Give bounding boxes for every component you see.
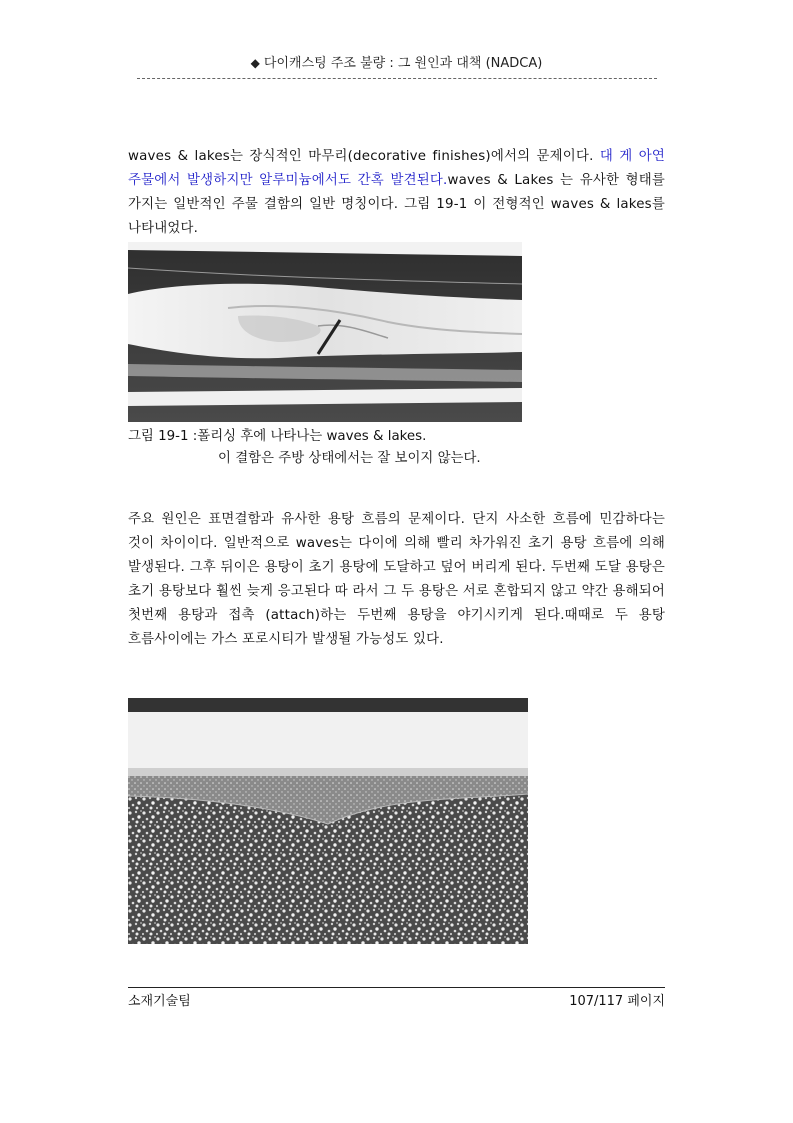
- page-header: [0, 52, 793, 71]
- header-title: 다이캐스팅 주조 불량 : 그 원인과 대책 (NADCA): [263, 56, 543, 71]
- paragraph-cause: 주요 원인은 표면결함과 유사한 용탕 흐름의 문제이다. 단지 사소한 흐름에 민감하다는 것이 차이이다. 일반적으로 waves는 다이에 의해 빨리 차가워진 초기 용탕 흐름에 의해 발생된다. 그후 뒤이은 용탕이 초기 용탕에 도달하고 덮어 버리게 된다. 두번째 도달 용탕은 초기 용탕보다 훨씬 늦게 응고된다 따 라서 그 두 용탕은 서로 혼합되지 않고 약간 용해되어 첫번째 용탕과 접촉 (attach)하는 두번째 용탕을 야기시키게 된다.때때로 두 용탕 흐름사이에는 가스 포로시티가 발생될 가능성도 있다.: [128, 512, 665, 647]
- figure-microstructure-photo: [128, 698, 528, 944]
- intro-text-1: waves & lakes는 장식적인 마무리(decorative finishes)에서의 문제이다.: [128, 149, 600, 164]
- microstructure-photo: [128, 698, 528, 944]
- figure1-caption: 그림 19-1 :폴리싱 후에 나타나는 waves & lakes.: [128, 429, 427, 444]
- paragraph-intro: [128, 145, 665, 241]
- diamond-bullet-icon: ◆: [250, 56, 260, 70]
- intro-highlight-text: 대 게 아연 주물에서 발생하지만 알루미늄에서도 간혹 발견된다.: [128, 149, 665, 188]
- footer-team-name: 소재기술팀: [128, 994, 191, 1009]
- figure1-caption-note: 이 결함은 주방 상태에서는 잘 보이지 않는다.: [218, 451, 481, 466]
- polished-surface-photo: [128, 242, 522, 422]
- footer-divider: [128, 987, 665, 988]
- footer-page-number: 107/117 페이지: [569, 994, 665, 1009]
- figure-waves-lakes-photo: [128, 242, 522, 422]
- header-divider: [137, 78, 657, 79]
- intro-text-2: waves & Lakes 는 유사한 형태를 가지는 일반적인 주물 결함의 일반 명칭이다. 그림 19-1 이 전형적인 waves & lakes를 나타내었다.: [128, 173, 666, 236]
